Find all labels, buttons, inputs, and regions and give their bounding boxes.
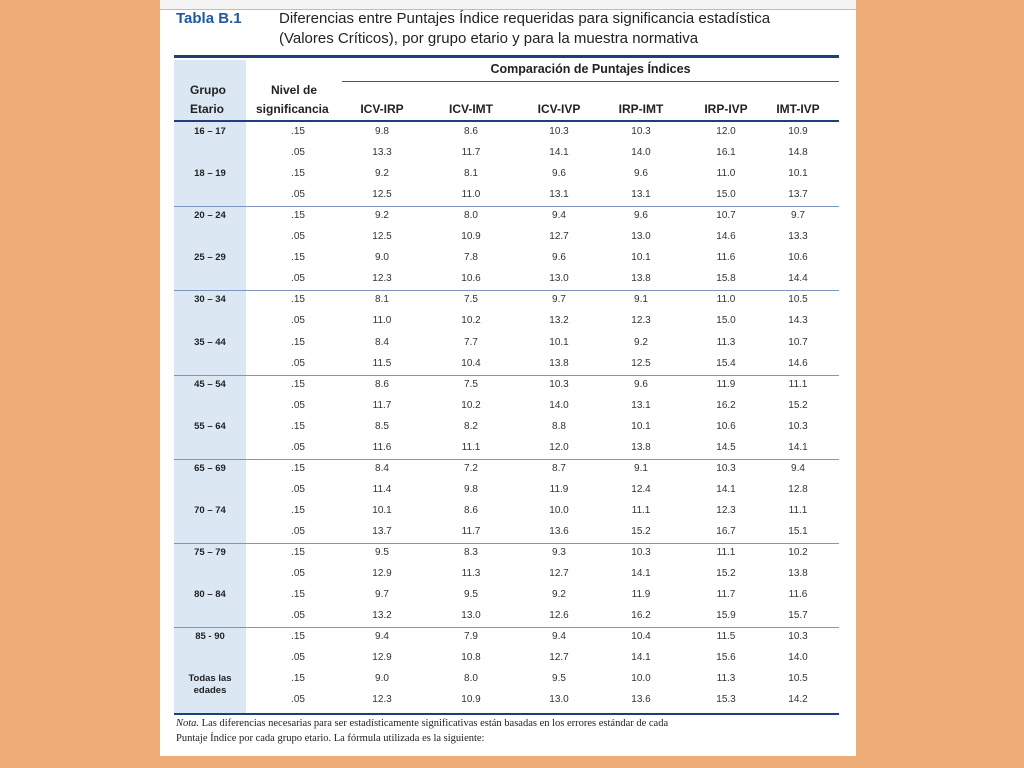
critical-value-cell: 7.5: [464, 378, 478, 390]
critical-value-cell: 10.4: [631, 631, 651, 643]
critical-value-cell: 13.2: [549, 315, 569, 327]
group-separator-rule: [174, 627, 839, 628]
critical-value-cell: 14.4: [788, 273, 808, 285]
table-bottom-rule: [174, 713, 839, 715]
critical-value-cell: 13.6: [631, 694, 651, 706]
critical-value-cell: 8.1: [375, 294, 389, 306]
critical-value-cell: 10.6: [461, 273, 481, 285]
significance-level-cell: .05: [291, 568, 305, 580]
significance-level-cell: .15: [291, 126, 305, 137]
significance-level-cell: .15: [291, 547, 305, 558]
critical-value-cell: 14.2: [788, 694, 808, 706]
critical-value-cell: 10.3: [549, 126, 569, 137]
critical-value-cell: 12.5: [372, 189, 392, 201]
critical-value-cell: 13.0: [549, 273, 569, 285]
critical-value-cell: 10.6: [716, 420, 736, 432]
critical-value-cell: 10.3: [631, 547, 651, 558]
column-header-imt-ivp: IMT-IVP: [776, 102, 820, 116]
critical-value-cell: 9.2: [375, 210, 389, 222]
significance-level-cell: .15: [291, 462, 305, 474]
critical-value-cell: 9.6: [634, 168, 648, 180]
critical-value-cell: 14.1: [788, 441, 808, 453]
caption-line-2: (Valores Críticos), por grupo etario y para la muestra normativa: [279, 30, 699, 47]
critical-value-cell: 11.5: [716, 631, 736, 643]
header-level-line-2: significancia: [256, 102, 329, 116]
critical-value-cell: 8.8: [552, 420, 566, 432]
age-group-cell: 16 – 17: [194, 126, 226, 137]
critical-value-cell: 9.4: [791, 462, 805, 474]
critical-value-cell: 14.5: [716, 441, 736, 453]
critical-value-cell: 9.6: [634, 210, 648, 222]
critical-value-cell: 12.0: [549, 441, 569, 453]
critical-value-cell: 10.3: [788, 420, 808, 432]
age-group-cell: 75 – 79: [194, 547, 226, 558]
critical-value-cell: 9.4: [552, 210, 566, 222]
critical-value-cell: 15.1: [788, 525, 808, 537]
critical-value-cell: 11.1: [461, 441, 481, 453]
age-group-cell: 85 - 90: [195, 631, 225, 643]
critical-value-cell: 9.3: [552, 547, 566, 558]
critical-value-cell: 11.4: [372, 483, 392, 495]
critical-value-cell: 12.3: [716, 504, 736, 516]
critical-value-cell: 14.0: [631, 147, 651, 159]
critical-value-cell: 14.1: [631, 652, 651, 664]
significance-level-cell: .15: [291, 294, 305, 306]
critical-value-cell: 13.8: [788, 568, 808, 580]
critical-value-cell: 11.0: [716, 168, 736, 180]
critical-value-cell: 13.8: [631, 441, 651, 453]
critical-value-cell: 13.8: [631, 273, 651, 285]
note-label: Nota.: [176, 718, 200, 729]
header-comparison-title: Comparación de Puntajes Índices: [490, 62, 691, 76]
significance-level-cell: .05: [291, 357, 305, 369]
age-group-cell: 45 – 54: [194, 378, 226, 390]
significance-level-cell: .05: [291, 483, 305, 495]
critical-value-cell: 14.0: [549, 399, 569, 411]
significance-level-cell: .05: [291, 189, 305, 201]
critical-value-cell: 9.6: [552, 252, 566, 264]
significance-level-cell: .05: [291, 399, 305, 411]
critical-value-cell: 13.8: [549, 357, 569, 369]
critical-value-cell: 16.2: [716, 399, 736, 411]
critical-value-cell: 9.5: [464, 589, 478, 601]
critical-value-cell: 10.1: [631, 252, 651, 264]
significance-level-cell: .15: [291, 336, 305, 348]
group-separator-rule: [174, 290, 839, 291]
significance-level-cell: .15: [291, 504, 305, 516]
critical-value-cell: 10.3: [631, 126, 651, 137]
critical-value-cell: 11.9: [716, 378, 736, 390]
critical-value-cell: 9.8: [464, 483, 478, 495]
column-header-icv-irp: ICV-IRP: [360, 102, 404, 116]
critical-value-cell: 11.7: [461, 525, 481, 537]
critical-value-cell: 9.1: [634, 462, 648, 474]
critical-value-cell: 11.5: [372, 357, 392, 369]
age-group-cell: 70 – 74: [194, 504, 226, 516]
critical-value-cell: 10.1: [372, 504, 392, 516]
group-separator-rule: [174, 459, 839, 460]
critical-value-cell: 9.6: [552, 168, 566, 180]
critical-value-cell: 8.0: [464, 673, 478, 685]
critical-value-cell: 13.0: [631, 231, 651, 243]
critical-value-cell: 11.1: [788, 378, 808, 390]
critical-value-cell: 8.7: [552, 462, 566, 474]
critical-value-cell: 9.5: [552, 673, 566, 685]
critical-value-cell: 16.2: [631, 610, 651, 622]
age-group-cell: 65 – 69: [194, 462, 226, 474]
critical-value-cell: 13.7: [372, 525, 392, 537]
critical-value-cell: 15.0: [716, 315, 736, 327]
critical-value-cell: 14.3: [788, 315, 808, 327]
significance-level-cell: .15: [291, 252, 305, 264]
critical-value-cell: 9.7: [375, 589, 389, 601]
critical-value-cell: 15.8: [716, 273, 736, 285]
critical-value-cell: 16.1: [716, 147, 736, 159]
critical-value-cell: 12.7: [549, 568, 569, 580]
critical-value-cell: 12.4: [631, 483, 651, 495]
note-text-line-2: Puntaje Índice por cada grupo etario. La fórmula utilizada es la siguiente:: [176, 733, 485, 744]
column-header-irp-imt: IRP-IMT: [618, 102, 664, 116]
critical-value-cell: 8.2: [464, 420, 478, 432]
critical-value-cell: 11.6: [788, 589, 808, 601]
age-group-cell: 18 – 19: [194, 168, 226, 180]
critical-value-cell: 7.8: [464, 252, 478, 264]
critical-value-cell: 8.4: [375, 336, 389, 348]
critical-value-cell: 10.0: [631, 673, 651, 685]
critical-value-cell: 12.5: [631, 357, 651, 369]
significance-level-cell: .05: [291, 315, 305, 327]
critical-value-cell: 10.7: [788, 336, 808, 348]
critical-value-cell: 9.6: [634, 378, 648, 390]
group-separator-rule: [174, 206, 839, 207]
critical-value-cell: 12.9: [372, 568, 392, 580]
table-note: [176, 716, 846, 746]
critical-value-cell: 10.5: [788, 294, 808, 306]
critical-value-cell: 8.4: [375, 462, 389, 474]
critical-value-cell: 10.1: [631, 420, 651, 432]
age-group-cell: 80 – 84: [194, 589, 226, 601]
critical-value-cell: 9.1: [634, 294, 648, 306]
caption-line-1: Diferencias entre Puntajes Índice requeridas para significancia estadística: [279, 10, 771, 27]
critical-value-cell: 13.1: [631, 399, 651, 411]
significance-level-cell: .15: [291, 210, 305, 222]
comparison-header-rule: [342, 81, 839, 82]
critical-value-cell: 12.5: [372, 231, 392, 243]
header-group-line-1: Grupo: [190, 83, 226, 97]
critical-value-cell: 16.7: [716, 525, 736, 537]
critical-value-cell: 13.3: [788, 231, 808, 243]
critical-value-cell: 10.8: [461, 652, 481, 664]
column-header-irp-ivp: IRP-IVP: [704, 102, 748, 116]
significance-level-cell: .15: [291, 673, 305, 685]
critical-value-cell: 9.0: [375, 252, 389, 264]
critical-value-cell: 12.8: [788, 483, 808, 495]
critical-value-cell: 11.9: [631, 589, 651, 601]
critical-value-cell: 9.5: [375, 547, 389, 558]
critical-value-cell: 8.3: [464, 547, 478, 558]
critical-value-cell: 7.2: [464, 462, 478, 474]
significance-level-cell: .05: [291, 610, 305, 622]
critical-value-cell: 12.3: [631, 315, 651, 327]
critical-value-cell: 11.1: [788, 504, 808, 516]
critical-value-cell: 11.6: [372, 441, 392, 453]
header-bottom-rule: [174, 120, 839, 122]
critical-value-cell: 15.7: [788, 610, 808, 622]
critical-value-cell: 15.2: [788, 399, 808, 411]
critical-value-cell: 14.6: [788, 357, 808, 369]
critical-value-cell: 8.5: [375, 420, 389, 432]
critical-value-cell: 15.2: [716, 568, 736, 580]
critical-value-cell: 13.2: [372, 610, 392, 622]
critical-value-cell: 12.9: [372, 652, 392, 664]
table-top-rule: [174, 55, 839, 58]
critical-value-cell: 15.2: [631, 525, 651, 537]
critical-value-cell: 10.9: [461, 231, 481, 243]
critical-value-cell: 12.3: [372, 694, 392, 706]
critical-value-cell: 9.7: [791, 210, 805, 222]
critical-value-cell: 9.2: [634, 336, 648, 348]
column-header-icv-imt: ICV-IMT: [449, 102, 493, 116]
critical-value-cell: 13.1: [549, 189, 569, 201]
critical-value-cell: 15.9: [716, 610, 736, 622]
critical-value-cell: 14.0: [788, 652, 808, 664]
critical-value-cell: 9.0: [375, 673, 389, 685]
critical-value-cell: 11.3: [461, 568, 481, 580]
critical-value-cell: 10.6: [788, 252, 808, 264]
critical-value-cell: 10.0: [549, 504, 569, 516]
critical-value-cell: 10.7: [716, 210, 736, 222]
critical-value-cell: 8.1: [464, 168, 478, 180]
critical-value-cell: 10.9: [461, 694, 481, 706]
critical-value-cell: 9.8: [375, 126, 389, 137]
critical-value-cell: 11.7: [716, 589, 736, 601]
group-separator-rule: [174, 375, 839, 376]
table-label: Tabla B.1: [176, 10, 242, 27]
critical-value-cell: 10.2: [788, 547, 808, 558]
critical-value-cell: 8.6: [464, 126, 478, 137]
critical-value-cell: 9.4: [552, 631, 566, 643]
critical-value-cell: 11.3: [716, 673, 736, 685]
age-group-cell: 55 – 64: [194, 420, 226, 432]
critical-value-cell: 9.2: [375, 168, 389, 180]
critical-value-cell: 13.0: [461, 610, 481, 622]
critical-value-cell: 11.1: [716, 547, 736, 558]
header-level-line-1: Nivel de: [271, 83, 318, 97]
header-group-line-2: Etario: [190, 102, 225, 116]
critical-value-cell: 11.9: [549, 483, 569, 495]
critical-value-cell: 13.3: [372, 147, 392, 159]
critical-value-cell: 8.0: [464, 210, 478, 222]
significance-level-cell: .15: [291, 420, 305, 432]
critical-value-cell: 11.0: [461, 189, 481, 201]
age-group-cell: 20 – 24: [194, 210, 226, 222]
significance-level-cell: .15: [291, 589, 305, 601]
critical-value-cell: 14.8: [788, 147, 808, 159]
critical-value-cell: 12.3: [372, 273, 392, 285]
critical-value-cell: 14.1: [549, 147, 569, 159]
critical-value-cell: 15.3: [716, 694, 736, 706]
age-group-cell: Todas las edades: [188, 673, 232, 697]
age-group-cell: 25 – 29: [194, 252, 226, 264]
significance-level-cell: .05: [291, 652, 305, 664]
critical-value-cell: 7.9: [464, 631, 478, 643]
critical-value-cell: 11.3: [716, 336, 736, 348]
age-group-cell: 30 – 34: [194, 294, 226, 306]
critical-value-cell: 10.2: [461, 315, 481, 327]
critical-value-cell: 10.3: [716, 462, 736, 474]
significance-level-cell: .05: [291, 441, 305, 453]
critical-value-cell: 14.1: [631, 568, 651, 580]
column-header-icv-ivp: ICV-IVP: [537, 102, 581, 116]
critical-value-cell: 15.6: [716, 652, 736, 664]
critical-value-cell: 8.6: [375, 378, 389, 390]
critical-value-cell: 10.4: [461, 357, 481, 369]
significance-level-cell: .05: [291, 694, 305, 706]
significance-level-cell: .15: [291, 168, 305, 180]
critical-value-cell: 13.0: [549, 694, 569, 706]
critical-value-cell: 9.4: [375, 631, 389, 643]
critical-value-cell: 11.0: [372, 315, 392, 327]
critical-value-cell: 12.0: [716, 126, 736, 137]
significance-level-cell: .05: [291, 525, 305, 537]
critical-value-cell: 11.6: [716, 252, 736, 264]
note-text-line-1: Las diferencias necesarias para ser estadísticamente significativas están basadas en los errores estándar de cada: [201, 718, 669, 729]
critical-value-cell: 10.1: [549, 336, 569, 348]
critical-value-cell: 10.5: [788, 673, 808, 685]
critical-value-cell: 15.0: [716, 189, 736, 201]
critical-value-cell: 9.7: [552, 294, 566, 306]
critical-value-cell: 7.5: [464, 294, 478, 306]
critical-value-cell: 9.2: [552, 589, 566, 601]
critical-value-cell: 10.1: [788, 168, 808, 180]
critical-value-cell: 13.6: [549, 525, 569, 537]
critical-value-cell: 11.1: [631, 504, 651, 516]
critical-value-cell: 8.6: [464, 504, 478, 516]
critical-value-cell: 13.7: [788, 189, 808, 201]
critical-value-cell: 13.1: [631, 189, 651, 201]
critical-value-cell: 10.3: [788, 631, 808, 643]
significance-level-cell: .05: [291, 273, 305, 285]
critical-value-cell: 12.6: [549, 610, 569, 622]
age-group-cell: 35 – 44: [194, 336, 226, 348]
significance-level-cell: .05: [291, 147, 305, 159]
critical-value-cell: 7.7: [464, 336, 478, 348]
table-caption: [279, 9, 839, 49]
critical-value-cell: 12.7: [549, 231, 569, 243]
critical-value-cell: 12.7: [549, 652, 569, 664]
critical-value-cell: 11.7: [372, 399, 392, 411]
critical-value-cell: 10.2: [461, 399, 481, 411]
group-separator-rule: [174, 543, 839, 544]
significance-level-cell: .15: [291, 378, 305, 390]
critical-value-cell: 10.3: [549, 378, 569, 390]
critical-value-cell: 11.0: [716, 294, 736, 306]
critical-value-cell: 11.7: [461, 147, 481, 159]
critical-value-cell: 10.9: [788, 126, 808, 137]
critical-value-cell: 15.4: [716, 357, 736, 369]
document-page: [160, 0, 856, 756]
critical-value-cell: 14.1: [716, 483, 736, 495]
critical-value-cell: 14.6: [716, 231, 736, 243]
significance-level-cell: .05: [291, 231, 305, 243]
significance-level-cell: .15: [291, 631, 305, 643]
